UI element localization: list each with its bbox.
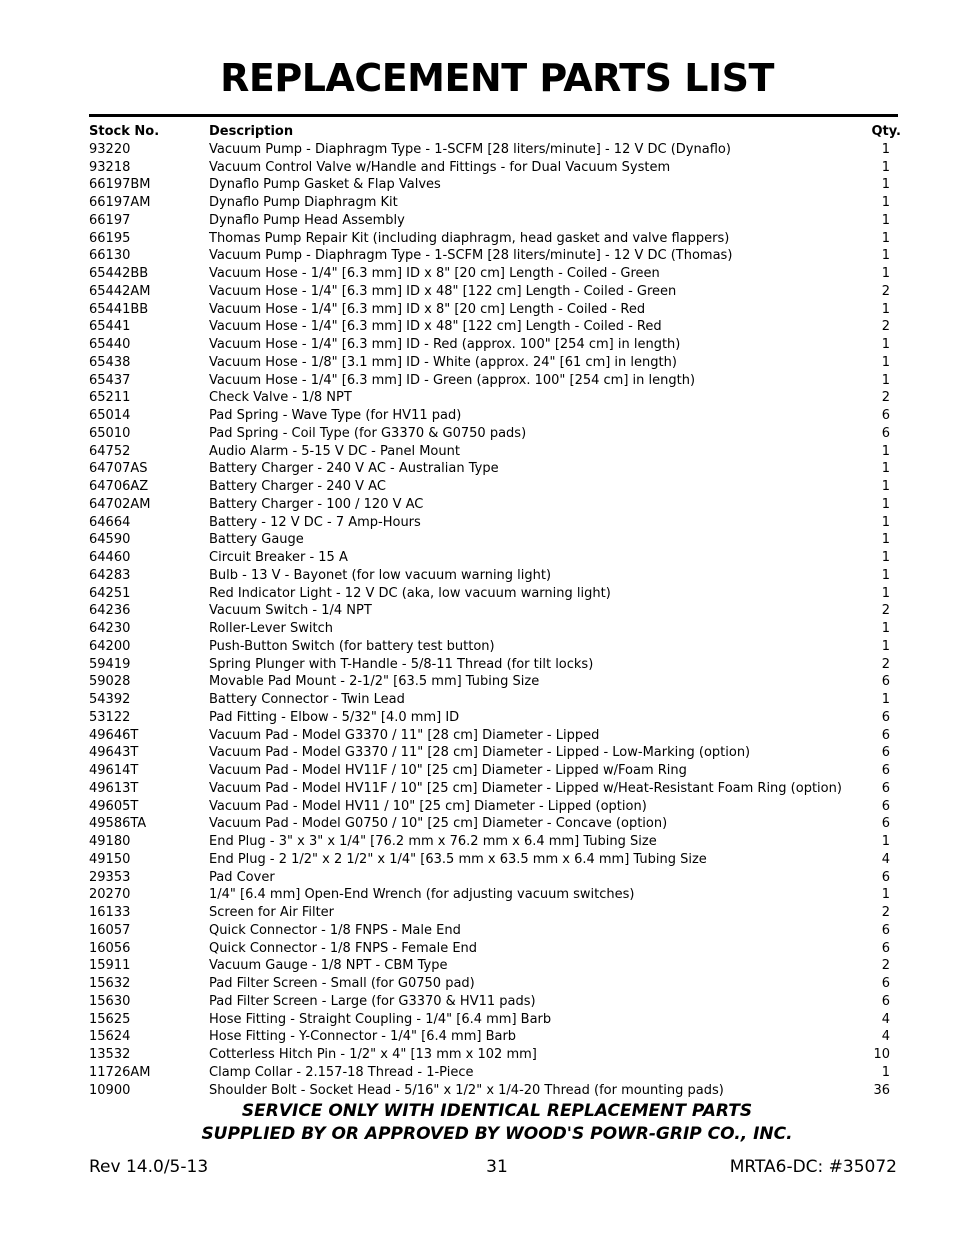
quantity-cell: 1 bbox=[881, 550, 890, 565]
stock-number-cell: 49646T bbox=[89, 727, 139, 743]
quantity-cell: 2 bbox=[881, 958, 890, 974]
table-row bbox=[89, 1082, 901, 1100]
description-cell: Dynaflo Pump Head Assembly bbox=[209, 212, 405, 228]
quantity-cell: 6 bbox=[881, 922, 890, 938]
stock-number-cell: 49614T bbox=[89, 763, 139, 778]
table-row bbox=[89, 336, 901, 354]
table-row bbox=[89, 904, 901, 922]
table-row bbox=[89, 460, 901, 478]
stock-number-cell: 65440 bbox=[89, 337, 131, 352]
description-cell: Movable Pad Mount - 2-1/2" [63.5 mm] Tubing Size bbox=[209, 674, 540, 690]
page-title: REPLACEMENT PARTS LIST bbox=[220, 56, 774, 100]
description-cell: Red Indicator Light - 12 V DC (aka, low vacuum warning light) bbox=[209, 585, 611, 601]
table-row bbox=[89, 993, 901, 1011]
quantity-cell: 6 bbox=[881, 745, 890, 761]
table-row bbox=[89, 496, 901, 514]
table-row bbox=[89, 301, 901, 319]
quantity-cell: 1 bbox=[881, 532, 890, 548]
description-cell: Vacuum Pad - Model G3370 / 11" [28 cm] Diameter - Lipped bbox=[209, 727, 600, 743]
quantity-cell: 6 bbox=[881, 674, 890, 690]
stock-number-cell: 65442BB bbox=[89, 266, 149, 281]
table-row bbox=[89, 1011, 901, 1029]
quantity-cell: 1 bbox=[881, 248, 890, 264]
table-row bbox=[89, 869, 901, 887]
quantity-cell: 1 bbox=[881, 159, 890, 175]
stock-number-cell: 49586TA bbox=[89, 816, 147, 832]
table-row bbox=[89, 798, 901, 816]
revision-label: Rev 14.0/5-13 bbox=[89, 1157, 209, 1177]
description-cell: End Plug - 3" x 3" x 1/4" [76.2 mm x 76.2 mm x 6.4 mm] Tubing Size bbox=[209, 834, 657, 849]
description-cell: Vacuum Control Valve w/Handle and Fittings - for Dual Vacuum System bbox=[209, 159, 671, 175]
description-cell: End Plug - 2 1/2" x 2 1/2" x 1/4" [63.5 mm x 63.5 mm x 6.4 mm] Tubing Size bbox=[209, 851, 707, 867]
description-cell: Battery Charger - 100 / 120 V AC bbox=[209, 496, 424, 512]
table-row bbox=[89, 620, 901, 638]
stock-number-cell: 65437 bbox=[89, 372, 131, 388]
table-row bbox=[89, 372, 901, 390]
description-cell: Shoulder Bolt - Socket Head - 5/16" x 1/2" x 1/4-20 Thread (for mounting pads) bbox=[209, 1082, 724, 1098]
description-cell: Dynaflo Pump Gasket & Flap Valves bbox=[209, 177, 441, 193]
description-cell: Vacuum Hose - 1/4" [6.3 mm] ID - Red (approx. 100" [254 cm] in length) bbox=[209, 337, 681, 352]
quantity-cell: 1 bbox=[881, 301, 890, 317]
description-cell: Vacuum Pad - Model HV11F / 10" [25 cm] Diameter - Lipped w/Foam Ring bbox=[209, 763, 687, 778]
description-cell: Vacuum Hose - 1/4" [6.3 mm] ID x 48" [122 cm] Length - Coiled - Red bbox=[209, 319, 662, 335]
table-row bbox=[89, 159, 901, 177]
table-row bbox=[89, 851, 901, 869]
table-row bbox=[89, 265, 901, 283]
quantity-cell: 1 bbox=[881, 479, 890, 494]
stock-number-cell: 16056 bbox=[89, 940, 131, 956]
table-row bbox=[89, 531, 901, 549]
table-row bbox=[89, 141, 901, 159]
stock-number-cell: 15632 bbox=[89, 976, 131, 991]
quantity-cell: 6 bbox=[881, 798, 890, 814]
quantity-cell: 1 bbox=[881, 266, 890, 281]
description-cell: Bulb - 13 V - Bayonet (for low vacuum warning light) bbox=[209, 567, 552, 583]
quantity-cell: 4 bbox=[881, 851, 890, 867]
quantity-cell: 6 bbox=[881, 869, 890, 885]
quantity-cell: 6 bbox=[881, 727, 890, 743]
quantity-cell: 1 bbox=[881, 337, 890, 352]
description-cell: Vacuum Pad - Model G3370 / 11" [28 cm] Diameter - Lipped - Low-Marking (option) bbox=[209, 745, 751, 761]
description-cell: Hose Fitting - Straight Coupling - 1/4" [6.4 mm] Barb bbox=[209, 1011, 552, 1027]
quantity-cell: 2 bbox=[881, 603, 890, 619]
description-cell: Clamp Collar - 2.157-18 Thread - 1-Piece bbox=[209, 1064, 474, 1080]
stock-number-cell: 65441 bbox=[89, 319, 131, 335]
stock-number-cell: 16057 bbox=[89, 922, 131, 938]
table-row bbox=[89, 585, 901, 603]
stock-number-cell: 64236 bbox=[89, 603, 131, 619]
stock-number-cell: 65010 bbox=[89, 425, 131, 441]
stock-number-cell: 64200 bbox=[89, 638, 131, 654]
stock-number-cell: 64702AM bbox=[89, 496, 151, 512]
description-cell: Vacuum Pad - Model HV11 / 10" [25 cm] Diameter - Lipped (option) bbox=[209, 798, 647, 814]
table-row bbox=[89, 212, 901, 230]
stock-number-cell: 49605T bbox=[89, 798, 139, 814]
stock-number-cell: 64706AZ bbox=[89, 479, 149, 494]
stock-number-cell: 64707AS bbox=[89, 461, 148, 477]
quantity-cell: 2 bbox=[881, 283, 890, 299]
description-cell: Cotterless Hitch Pin - 1/2" x 4" [13 mm x 102 mm] bbox=[209, 1047, 537, 1062]
stock-number-cell: 54392 bbox=[89, 692, 131, 707]
table-row bbox=[89, 940, 901, 958]
stock-number-cell: 20270 bbox=[89, 887, 131, 903]
title-divider bbox=[89, 114, 898, 117]
table-row bbox=[89, 656, 901, 674]
quantity-cell: 1 bbox=[881, 887, 890, 903]
stock-number-cell: 66197AM bbox=[89, 195, 151, 210]
quantity-cell: 1 bbox=[881, 567, 890, 583]
stock-number-cell: 66197 bbox=[89, 212, 131, 228]
stock-number-cell: 10900 bbox=[89, 1082, 131, 1098]
description-cell: Quick Connector - 1/8 FNPS - Female End bbox=[209, 940, 478, 956]
table-row bbox=[89, 638, 901, 656]
description-cell: Battery Connector - Twin Lead bbox=[209, 692, 405, 707]
quantity-cell: 1 bbox=[881, 141, 890, 157]
table-row bbox=[89, 727, 901, 745]
description-cell: Battery Charger - 240 V AC - Australian Type bbox=[209, 461, 499, 477]
table-row bbox=[89, 176, 901, 194]
stock-number-cell: 66195 bbox=[89, 230, 131, 246]
quantity-cell: 1 bbox=[881, 212, 890, 228]
table-header-row bbox=[89, 123, 901, 141]
service-notice-line-2: SUPPLIED BY OR APPROVED BY WOOD'S POWR-GRIP CO., INC. bbox=[201, 1124, 793, 1144]
stock-number-cell: 29353 bbox=[89, 869, 131, 885]
quantity-cell: 4 bbox=[881, 1029, 890, 1045]
description-cell: 1/4" [6.4 mm] Open-End Wrench (for adjusting vacuum switches) bbox=[209, 887, 635, 903]
stock-number-cell: 65442AM bbox=[89, 283, 151, 299]
parts-table-body bbox=[89, 141, 901, 1100]
quantity-cell: 1 bbox=[881, 461, 890, 477]
table-row bbox=[89, 230, 901, 248]
quantity-cell: 1 bbox=[881, 621, 890, 636]
description-cell: Vacuum Hose - 1/4" [6.3 mm] ID x 8" [20 cm] Length - Coiled - Red bbox=[209, 301, 646, 317]
description-cell: Thomas Pump Repair Kit (including diaphragm, head gasket and valve flappers) bbox=[209, 230, 730, 246]
quantity-cell: 1 bbox=[881, 354, 890, 370]
description-cell: Pad Filter Screen - Small (for G0750 pad) bbox=[209, 976, 475, 991]
table-row bbox=[89, 886, 901, 904]
table-row bbox=[89, 567, 901, 585]
quantity-cell: 6 bbox=[881, 976, 890, 991]
quantity-cell: 10 bbox=[873, 1047, 890, 1062]
quantity-cell: 2 bbox=[881, 319, 890, 335]
stock-number-cell: 66197BM bbox=[89, 177, 151, 193]
column-header-qty: Qty. bbox=[871, 124, 901, 139]
quantity-cell: 1 bbox=[881, 443, 890, 459]
stock-number-cell: 15624 bbox=[89, 1029, 131, 1045]
table-row bbox=[89, 691, 901, 709]
table-row bbox=[89, 762, 901, 780]
stock-number-cell: 65438 bbox=[89, 354, 131, 370]
stock-number-cell: 53122 bbox=[89, 709, 131, 725]
quantity-cell: 6 bbox=[881, 940, 890, 956]
stock-number-cell: 93218 bbox=[89, 159, 131, 175]
stock-number-cell: 64251 bbox=[89, 585, 131, 601]
stock-number-cell: 49150 bbox=[89, 851, 131, 867]
quantity-cell: 2 bbox=[881, 390, 890, 406]
description-cell: Quick Connector - 1/8 FNPS - Male End bbox=[209, 922, 461, 938]
stock-number-cell: 59028 bbox=[89, 674, 131, 690]
stock-number-cell: 49180 bbox=[89, 834, 131, 849]
description-cell: Vacuum Gauge - 1/8 NPT - CBM Type bbox=[209, 958, 448, 974]
quantity-cell: 1 bbox=[881, 230, 890, 246]
parts-table bbox=[89, 123, 901, 1099]
description-cell: Circuit Breaker - 15 A bbox=[209, 550, 348, 565]
table-row bbox=[89, 318, 901, 336]
quantity-cell: 1 bbox=[881, 496, 890, 512]
stock-number-cell: 49643T bbox=[89, 745, 139, 761]
stock-number-cell: 66130 bbox=[89, 248, 131, 264]
stock-number-cell: 64460 bbox=[89, 550, 131, 565]
description-cell: Vacuum Hose - 1/4" [6.3 mm] ID x 8" [20 cm] Length - Coiled - Green bbox=[209, 266, 660, 281]
service-notice-line-1: SERVICE ONLY WITH IDENTICAL REPLACEMENT PARTS bbox=[241, 1101, 753, 1121]
quantity-cell: 1 bbox=[881, 638, 890, 654]
table-row bbox=[89, 975, 901, 993]
table-row bbox=[89, 673, 901, 691]
quantity-cell: 6 bbox=[881, 425, 890, 441]
description-cell: Pad Spring - Coil Type (for G3370 & G0750 pads) bbox=[209, 425, 527, 441]
stock-number-cell: 65014 bbox=[89, 408, 131, 423]
column-header-description: Description bbox=[209, 124, 294, 139]
description-cell: Battery - 12 V DC - 7 Amp-Hours bbox=[209, 514, 421, 530]
description-cell: Spring Plunger with T-Handle - 5/8-11 Thread (for tilt locks) bbox=[209, 656, 594, 672]
quantity-cell: 4 bbox=[881, 1011, 890, 1027]
quantity-cell: 1 bbox=[881, 177, 890, 193]
stock-number-cell: 16133 bbox=[89, 905, 131, 920]
quantity-cell: 1 bbox=[881, 372, 890, 388]
table-row bbox=[89, 1028, 901, 1046]
description-cell: Pad Cover bbox=[209, 869, 275, 885]
quantity-cell: 1 bbox=[881, 585, 890, 601]
description-cell: Push-Button Switch (for battery test button) bbox=[209, 638, 495, 654]
page-number: 31 bbox=[486, 1157, 508, 1177]
table-row bbox=[89, 815, 901, 833]
quantity-cell: 6 bbox=[881, 408, 890, 423]
description-cell: Vacuum Switch - 1/4 NPT bbox=[209, 603, 372, 619]
stock-number-cell: 64664 bbox=[89, 514, 131, 530]
table-row bbox=[89, 247, 901, 265]
table-row bbox=[89, 549, 901, 567]
stock-number-cell: 64283 bbox=[89, 567, 131, 583]
column-header-stock: Stock No. bbox=[89, 124, 160, 139]
table-row bbox=[89, 514, 901, 532]
table-row bbox=[89, 780, 901, 798]
description-cell: Battery Gauge bbox=[209, 532, 304, 548]
stock-number-cell: 64752 bbox=[89, 443, 131, 459]
table-row bbox=[89, 283, 901, 301]
table-row bbox=[89, 354, 901, 372]
quantity-cell: 6 bbox=[881, 993, 890, 1009]
table-row bbox=[89, 389, 901, 407]
description-cell: Vacuum Hose - 1/4" [6.3 mm] ID x 48" [122 cm] Length - Coiled - Green bbox=[209, 283, 677, 299]
table-row bbox=[89, 478, 901, 496]
stock-number-cell: 65211 bbox=[89, 390, 131, 406]
quantity-cell: 6 bbox=[881, 763, 890, 778]
table-row bbox=[89, 957, 901, 975]
stock-number-cell: 15911 bbox=[89, 958, 131, 974]
table-row bbox=[89, 425, 901, 443]
stock-number-cell: 13532 bbox=[89, 1047, 131, 1062]
quantity-cell: 6 bbox=[881, 816, 890, 832]
table-row bbox=[89, 744, 901, 762]
description-cell: Pad Fitting - Elbow - 5/32" [4.0 mm] ID bbox=[209, 709, 460, 725]
quantity-cell: 6 bbox=[881, 780, 890, 796]
stock-number-cell: 65441BB bbox=[89, 301, 149, 317]
table-row bbox=[89, 602, 901, 620]
description-cell: Vacuum Pump - Diaphragm Type - 1-SCFM [28 liters/minute] - 12 V DC (Dynaflo) bbox=[209, 141, 731, 157]
table-row bbox=[89, 1046, 901, 1064]
table-row bbox=[89, 407, 901, 425]
table-row bbox=[89, 833, 901, 851]
stock-number-cell: 59419 bbox=[89, 656, 131, 672]
stock-number-cell: 64590 bbox=[89, 532, 131, 548]
quantity-cell: 6 bbox=[881, 709, 890, 725]
stock-number-cell: 15625 bbox=[89, 1011, 131, 1027]
description-cell: Vacuum Pad - Model HV11F / 10" [25 cm] Diameter - Lipped w/Heat-Resistant Foam Ring (option) bbox=[209, 780, 842, 796]
description-cell: Vacuum Pump - Diaphragm Type - 1-SCFM [28 liters/minute] - 12 V DC (Thomas) bbox=[209, 248, 733, 264]
description-cell: Vacuum Pad - Model G0750 / 10" [25 cm] Diameter - Concave (option) bbox=[209, 816, 668, 832]
description-cell: Dynaflo Pump Diaphragm Kit bbox=[209, 195, 398, 210]
table-row bbox=[89, 1064, 901, 1082]
quantity-cell: 1 bbox=[881, 834, 890, 849]
table-row bbox=[89, 443, 901, 461]
description-cell: Check Valve - 1/8 NPT bbox=[209, 390, 352, 406]
description-cell: Vacuum Hose - 1/8" [3.1 mm] ID - White (approx. 24" [61 cm] in length) bbox=[209, 354, 677, 370]
quantity-cell: 1 bbox=[881, 195, 890, 210]
table-row bbox=[89, 194, 901, 212]
description-cell: Battery Charger - 240 V AC bbox=[209, 479, 386, 494]
quantity-cell: 2 bbox=[881, 656, 890, 672]
stock-number-cell: 11726AM bbox=[89, 1064, 151, 1080]
table-row bbox=[89, 922, 901, 940]
table-row bbox=[89, 709, 901, 727]
description-cell: Pad Spring - Wave Type (for HV11 pad) bbox=[209, 408, 462, 423]
stock-number-cell: 93220 bbox=[89, 141, 131, 157]
quantity-cell: 1 bbox=[881, 514, 890, 530]
document-id: MRTA6-DC: #35072 bbox=[729, 1157, 897, 1177]
description-cell: Vacuum Hose - 1/4" [6.3 mm] ID - Green (approx. 100" [254 cm] in length) bbox=[209, 372, 696, 388]
stock-number-cell: 15630 bbox=[89, 993, 131, 1009]
description-cell: Screen for Air Filter bbox=[209, 905, 335, 920]
description-cell: Audio Alarm - 5-15 V DC - Panel Mount bbox=[209, 443, 460, 459]
description-cell: Pad Filter Screen - Large (for G3370 & HV11 pads) bbox=[209, 993, 536, 1009]
quantity-cell: 1 bbox=[881, 1064, 890, 1080]
quantity-cell: 1 bbox=[881, 692, 890, 707]
description-cell: Hose Fitting - Y-Connector - 1/4" [6.4 mm] Barb bbox=[209, 1029, 517, 1045]
quantity-cell: 2 bbox=[881, 905, 890, 920]
description-cell: Roller-Lever Switch bbox=[209, 621, 333, 636]
stock-number-cell: 64230 bbox=[89, 621, 131, 636]
quantity-cell: 36 bbox=[873, 1082, 890, 1098]
stock-number-cell: 49613T bbox=[89, 780, 139, 796]
